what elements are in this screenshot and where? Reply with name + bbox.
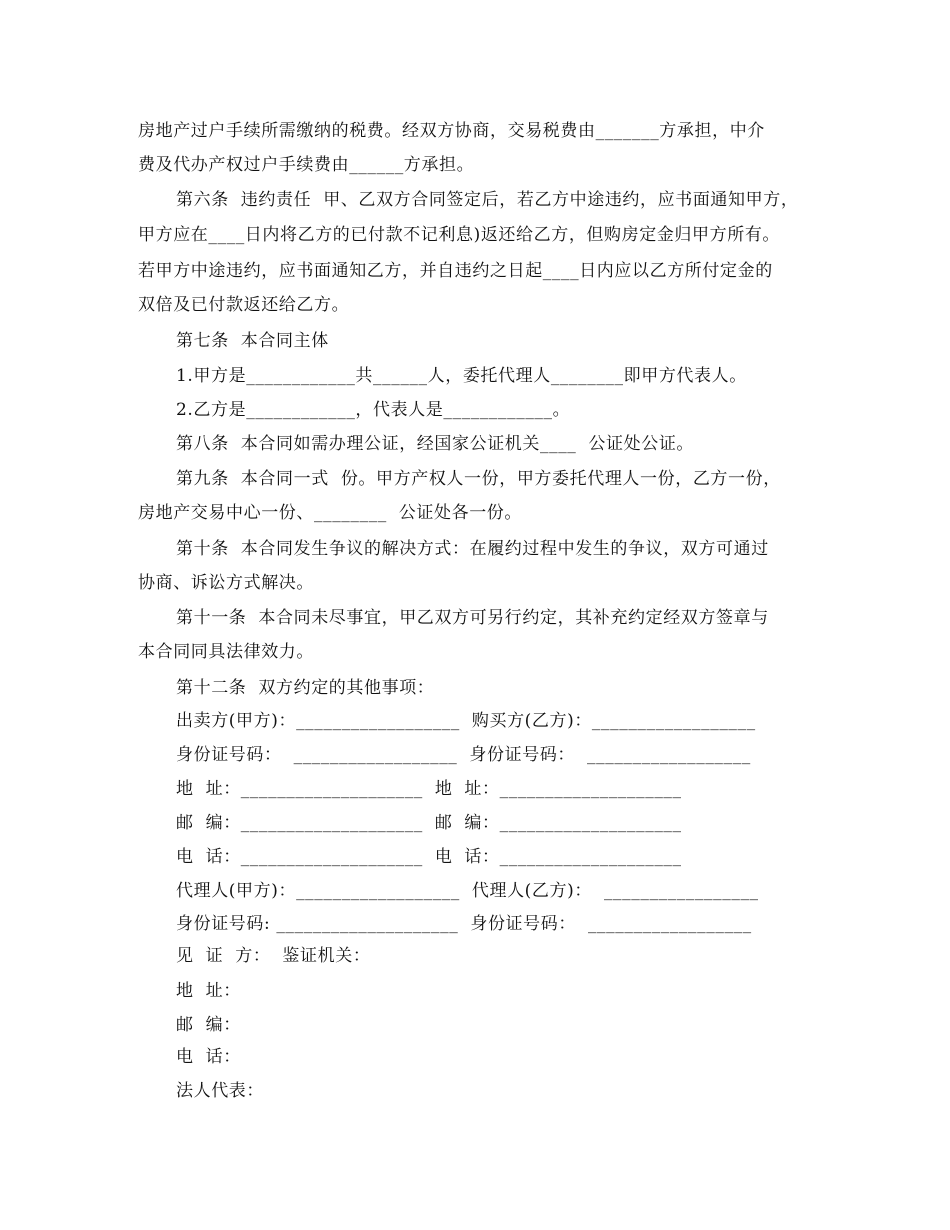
contract-line: 房地产交易中心一份、________ 公证处各一份。 <box>138 503 523 523</box>
contract-line: 若甲方中途违约，应书面通知乙方，并自违约之日起____日内应以乙方所付定金的 <box>138 261 773 281</box>
article-6-heading: 第六条 违约责任 甲、乙双方合同签定后，若乙方中途违约，应书面通知甲方， <box>176 190 799 210</box>
article-11-heading: 第十一条 本合同未尽事宜，甲乙双方可另行约定，其补充约定经双方签章与 <box>176 608 769 628</box>
witness-line: 见 证 方： 鉴证机关： <box>176 946 371 966</box>
witness-postcode-line: 邮 编： <box>176 1015 241 1035</box>
article-12-heading: 第十二条 双方约定的其他事项： <box>176 678 435 698</box>
witness-address-line: 地 址： <box>176 981 241 1001</box>
contract-line: 甲方应在____日内将乙方的已付款不记利息)返还给乙方，但购房定金归甲方所有。 <box>138 225 781 245</box>
agent-id-number-line: 身份证号码: ____________________ 身份证号码： __________________ <box>176 914 752 934</box>
article-9-heading: 第九条 本合同一式 份。甲方产权人一份，甲方委托代理人一份，乙方一份， <box>176 469 781 489</box>
contract-line: 双倍及已付款返还给乙方。 <box>138 295 350 315</box>
party-a-clause: 1.甲方是____________共______人，委托代理人________即甲方代表人。 <box>176 366 747 386</box>
address-line: 地 址：____________________ 地 址：____________________ <box>176 779 682 799</box>
legal-representative-line: 法人代表： <box>176 1081 264 1101</box>
contract-line: 费及代办产权过户手续费由______方承担。 <box>138 155 475 175</box>
article-7-heading: 第七条 本合同主体 <box>176 331 329 351</box>
contract-line: 协商、诉讼方式解决。 <box>138 573 314 593</box>
postcode-line: 邮 编：____________________ 邮 编：____________________ <box>176 813 682 833</box>
seller-buyer-line: 出卖方(甲方)：__________________ 购买方(乙方)：__________________ <box>176 711 756 731</box>
article-10-heading: 第十条 本合同发生争议的解决方式：在履约过程中发生的争议，双方可通过 <box>176 539 769 559</box>
agent-line: 代理人(甲方)：__________________ 代理人(乙方)： _________________ <box>176 881 759 901</box>
id-number-line: 身份证号码： __________________ 身份证号码： __________________ <box>176 745 751 765</box>
party-b-clause: 2.乙方是____________，代表人是____________。 <box>176 400 571 420</box>
contract-line: 房地产过户手续所需缴纳的税费。经双方协商，交易税费由_______方承担，中介 <box>138 121 765 141</box>
witness-phone-line: 电 话： <box>176 1047 241 1067</box>
contract-line: 本合同同具法律效力。 <box>138 642 314 662</box>
phone-line: 电 话：____________________ 电 话：____________________ <box>176 847 682 867</box>
article-8-heading: 第八条 本合同如需办理公证，经国家公证机关____ 公证处公证。 <box>176 434 695 454</box>
